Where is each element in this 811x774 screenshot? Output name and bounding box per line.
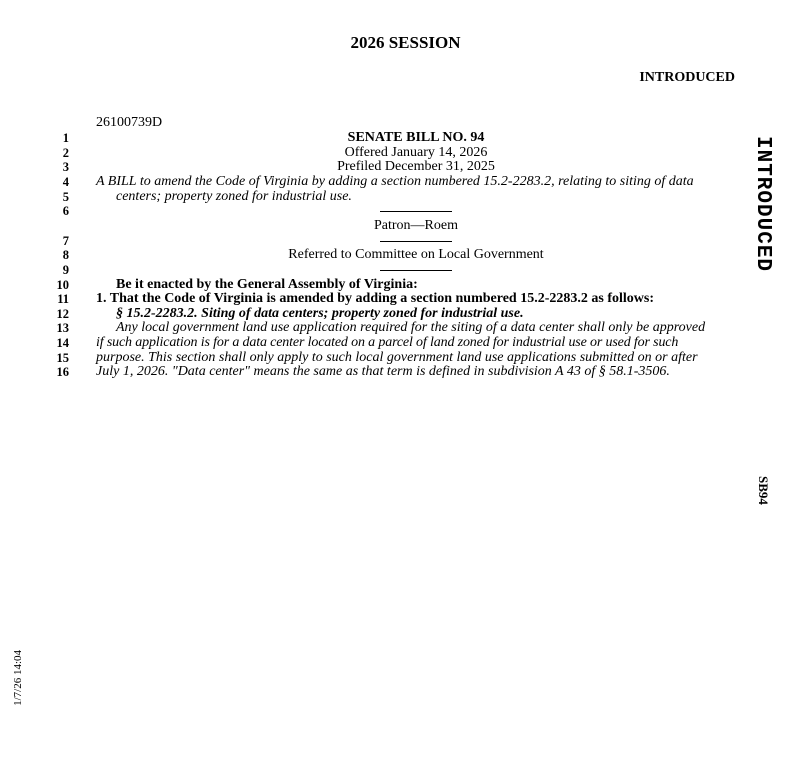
status-label: INTRODUCED xyxy=(639,70,735,85)
amendment-clause: 1. That the Code of Virginia is amended by adding a section numbered 15.2-2283.2 as follows: xyxy=(96,291,654,306)
section-body-line: Any local government land use application required for the siting of a data center shall only be approved xyxy=(116,320,706,335)
line-number: 12 xyxy=(56,307,69,321)
introduced-watermark: INTRODUCED xyxy=(751,136,774,273)
offered-date: Offered January 14, 2026 xyxy=(344,145,488,160)
committee-referral: Referred to Committee on Local Government xyxy=(288,247,544,262)
section-heading: § 15.2-2283.2. Siting of data centers; property zoned for industrial use. xyxy=(116,306,524,321)
line-number: 13 xyxy=(56,321,69,335)
bill-code: SB94 xyxy=(756,476,771,505)
line-number: 5 xyxy=(62,190,69,204)
section-body-line: purpose. This section shall only apply to such local government land use applications submitted on or after xyxy=(96,350,698,365)
prefiled-date: Prefiled December 31, 2025 xyxy=(337,159,495,174)
line-number: 16 xyxy=(56,365,69,379)
line-number: 2 xyxy=(62,146,69,160)
document-number: 26100739D xyxy=(96,115,163,130)
line-number: 9 xyxy=(62,263,69,277)
line-number: 8 xyxy=(62,248,69,262)
line-number: 3 xyxy=(62,160,69,174)
patron: Patron—Roem xyxy=(374,218,458,233)
bill-summary-line: centers; property zoned for industrial use. xyxy=(116,189,352,204)
divider xyxy=(380,270,452,271)
enacting-clause: Be it enacted by the General Assembly of Virginia: xyxy=(116,277,418,292)
bill-title: SENATE BILL NO. 94 xyxy=(347,130,485,145)
print-timestamp: 1/7/26 14:04 xyxy=(12,650,24,706)
divider xyxy=(380,241,452,242)
line-number: 14 xyxy=(56,336,69,350)
line-number: 6 xyxy=(62,204,69,218)
line-number: 15 xyxy=(56,351,69,365)
line-number: 7 xyxy=(62,234,69,248)
section-body-line: if such application is for a data center located on a parcel of land zoned for industrial use or used for such xyxy=(96,335,679,350)
line-number: 11 xyxy=(57,292,69,306)
line-number: 4 xyxy=(62,175,69,189)
divider xyxy=(380,211,452,212)
section-body-line: July 1, 2026. "Data center" means the same as that term is defined in subdivision A 43 of § 58.1-3506. xyxy=(96,364,670,379)
session-title: 2026 SESSION xyxy=(350,33,461,52)
line-number: 10 xyxy=(56,278,69,292)
bill-summary-line: A BILL to amend the Code of Virginia by adding a section numbered 15.2-2283.2, relating to siting of data xyxy=(96,174,694,189)
line-number: 1 xyxy=(62,131,69,145)
